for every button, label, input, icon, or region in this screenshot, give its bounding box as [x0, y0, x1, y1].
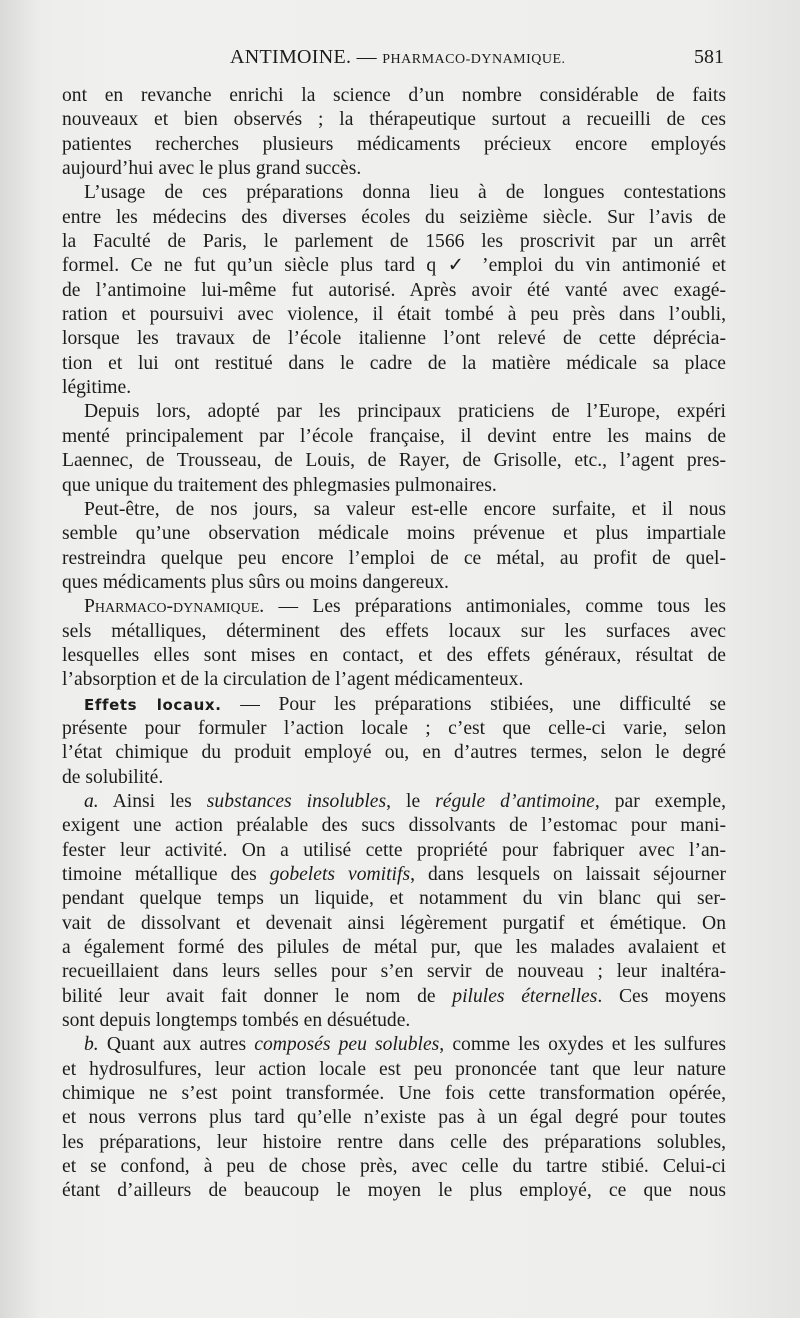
title-section: PHARMACO-DYNAMIQUE. [382, 52, 566, 67]
text-line: lesquelles elles sont mises en contact, et des effets généraux, résultat de [62, 644, 726, 666]
text-line: étant d’ailleurs de beaucoup le moyen le plus employé, ce que nous [62, 1180, 726, 1202]
text-line: semble qu’une observation médicale moins prévenue et plus impartiale [62, 523, 726, 545]
italic-term: composés peu solubles [254, 1034, 440, 1056]
line-text: , dans lesquels on laissait séjourner [410, 864, 726, 885]
text-line: sels métalliques, déterminent des effets locaux sur les surfaces avec [62, 620, 726, 642]
text-line: formel. Ce ne fut qu’un siècle plus tard q ✓ ’emploi du vin antimonié et [62, 255, 726, 277]
text-line [62, 985, 726, 1009]
text-line: et hydrosulfures, leur action locale est peu prononcée tant que leur nature [62, 1058, 726, 1080]
text-line: Laennec, de Trousseau, de Louis, de Rayer, de Grisolle, etc., l’agent pres- [62, 450, 726, 472]
italic-term: b. [84, 1034, 99, 1056]
text-line: sont depuis longtemps tombés en désuétude. [62, 1010, 411, 1032]
text-line: vait de dissolvant et devenait ainsi légèrement purgatif et émétique. On [62, 912, 726, 934]
italic-term: a. [84, 790, 99, 812]
text-line: L’usage de ces préparations donna lieu à de longues contestations [84, 182, 726, 204]
text-line: Depuis lors, adopté par les principaux praticiens de l’Europe, expéri [84, 401, 726, 423]
text-line: ques médicaments plus sûrs ou moins dangereux. [62, 571, 449, 593]
text-line: patientes recherches plusieurs médicaments précieux encore employés [62, 133, 726, 155]
text-line: restreindra quelque peu encore l’emploi de ce métal, au profit de quel- [62, 547, 726, 569]
text-line: ration et poursuivi avec violence, il était tombé à peu près dans l’oubli, [62, 304, 726, 326]
text-line: lorsque les travaux de l’école italienne l’ont relevé de cette déprécia- [62, 328, 726, 350]
line-text: , comme les oxydes et les sulfures [439, 1034, 726, 1056]
text-line: que unique du traitement des phlegmasies pulmonaires. [62, 474, 497, 496]
text-line: recueillaient dans leurs selles pour s’en servir de nouveau ; leur inaltéra- [62, 961, 726, 983]
text-line: présente pour formuler l’action locale ; c’est que celle-ci varie, selon [62, 717, 726, 739]
text-line [62, 1033, 726, 1057]
page-number: 581 [694, 46, 724, 68]
text-line: de l’antimoine lui-même fut autorisé. Après avoir été vanté avec exagé- [62, 279, 726, 301]
italic-term: régule d’antimoine [435, 790, 595, 812]
line-text: bilité leur avait fait donner le nom de [62, 985, 453, 1007]
text-line: la Faculté de Paris, le parlement de 1566 les proscrivit par un arrêt [62, 231, 726, 253]
text-line: tion et lui ont restitué dans le cadre de la matière médicale sa place [62, 352, 726, 374]
text-line: exigent une action préalable des sucs dissolvants de l’estomac pour mani- [62, 815, 726, 837]
text-line: ont en revanche enrichi la science d’un nombre considérable de faits [62, 85, 726, 106]
italic-term: substances insolubles [206, 790, 387, 812]
line-text: . Ces moyens [597, 985, 726, 1007]
text-line: et nous verrons plus tard qu’elle n’existe pas à un égal degré pour toutes [62, 1107, 726, 1129]
running-title [230, 46, 566, 69]
text-line: les préparations, leur histoire rentre dans celle des préparations solubles, [62, 1131, 726, 1153]
text-line: a également formé des pilules de métal pur, que les malades avalaient et [62, 937, 726, 959]
text-line [62, 863, 726, 887]
text-line: légitime. [62, 377, 132, 399]
text-line: de solubilité. [62, 766, 164, 788]
text-line: chimique ne s’est point transformée. Une fois cette transformation opérée, [62, 1083, 726, 1105]
text-line: Peut-être, de nos jours, sa valeur est-elle encore surfaite, et il nous [84, 498, 726, 520]
text-line: nouveaux et bien observés ; la thérapeutique surtout a recueilli de ces [62, 109, 726, 131]
section-heading: Effets locaux. [84, 695, 222, 714]
italic-term: pilules éternelles [452, 985, 598, 1007]
text-line: et se confond, à peu de chose près, avec celle du tartre stibié. Celui-ci [62, 1156, 726, 1178]
text-line: l’absorption et de la circulation de l’agent médicamenteux. [62, 669, 524, 691]
text-line [62, 595, 726, 619]
text-line: pendant quelque temps un liquide, et notamment du vin blanc qui ser- [62, 888, 726, 910]
section-heading: Pharmaco-dynamique. [84, 596, 265, 618]
text-line [62, 693, 726, 717]
page-header [62, 44, 726, 76]
page-body [62, 84, 726, 1204]
line-text: Ainsi les [98, 790, 207, 812]
text-line: l’état chimique du produit employé ou, en d’autres termes, selon le degré [62, 742, 726, 764]
line-text: , le [386, 790, 436, 812]
line-text: , par exemple, [594, 790, 726, 812]
line-text: — Pour les préparations stibiées, une difficulté se [221, 693, 726, 715]
text-line: entre les médecins des diverses écoles du seizième siècle. Sur l’avis de [62, 206, 726, 228]
text-line [62, 790, 726, 814]
italic-term: gobelets vomitifs [269, 864, 411, 885]
line-text: timoine métallique des [62, 864, 270, 885]
title-main: ANTIMOINE. [230, 46, 352, 68]
line-text: Quant aux autres [98, 1034, 255, 1056]
line-text: — Les préparations antimoniales, comme tous les [264, 596, 726, 618]
text-line: menté principalement par l’école française, il devint entre les mains de [62, 425, 726, 447]
title-separator: — [351, 46, 383, 68]
text-line: fester leur activité. On a utilisé cette propriété pour fabriquer avec l’an- [62, 839, 726, 861]
text-line: aujourd’hui avec le plus grand succès. [62, 158, 362, 180]
